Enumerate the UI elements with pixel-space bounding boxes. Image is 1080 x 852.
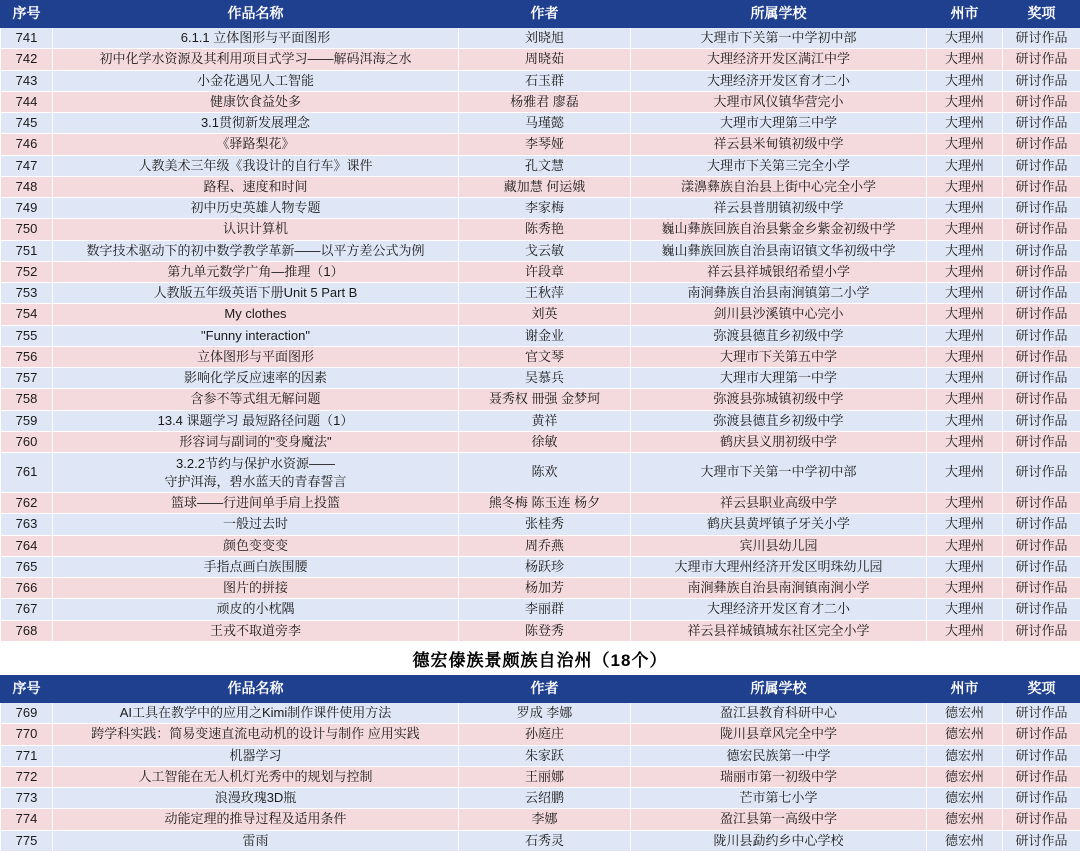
cell-school: 大理市大理第三中学 bbox=[631, 113, 927, 134]
cell-title: 数字技术驱动下的初中数学教学革新——以平方差公式为例 bbox=[53, 240, 459, 261]
cell-city: 大理州 bbox=[927, 240, 1003, 261]
cell-title: 3.1贯彻新发展理念 bbox=[53, 113, 459, 134]
cell-author: 吴慕兵 bbox=[459, 368, 631, 389]
cell-award: 研讨作品 bbox=[1003, 134, 1080, 155]
cell-city: 大理州 bbox=[927, 113, 1003, 134]
cell-seq: 772 bbox=[1, 766, 53, 787]
cell-seq: 771 bbox=[1, 745, 53, 766]
cell-city: 大理州 bbox=[927, 155, 1003, 176]
cell-city: 大理州 bbox=[927, 70, 1003, 91]
cell-title: 跨学科实践：简易变速直流电动机的设计与制作 应用实践 bbox=[53, 724, 459, 745]
table-row bbox=[1, 28, 1080, 49]
cell-award: 研讨作品 bbox=[1003, 556, 1080, 577]
column-header-award: 奖项 bbox=[1003, 1, 1080, 28]
cell-city: 德宏州 bbox=[927, 745, 1003, 766]
cell-author: 朱家跃 bbox=[459, 745, 631, 766]
cell-seq: 754 bbox=[1, 304, 53, 325]
cell-author: 陈登秀 bbox=[459, 620, 631, 641]
cell-seq: 765 bbox=[1, 556, 53, 577]
cell-award: 研讨作品 bbox=[1003, 453, 1080, 493]
cell-school: 宾川县幼儿园 bbox=[631, 535, 927, 556]
cell-seq: 744 bbox=[1, 91, 53, 112]
cell-title: 小金花遇见人工智能 bbox=[53, 70, 459, 91]
cell-city: 大理州 bbox=[927, 556, 1003, 577]
cell-author: 周乔燕 bbox=[459, 535, 631, 556]
table-row bbox=[1, 325, 1080, 346]
cell-seq: 759 bbox=[1, 410, 53, 431]
cell-author: 李琴娅 bbox=[459, 134, 631, 155]
cell-author: 藏加慧 何运娥 bbox=[459, 176, 631, 197]
cell-seq: 766 bbox=[1, 578, 53, 599]
cell-award: 研讨作品 bbox=[1003, 830, 1080, 851]
table-row bbox=[1, 453, 1080, 493]
table-row bbox=[1, 155, 1080, 176]
section-heading-row bbox=[0, 645, 1080, 675]
cell-school: 大理经济开发区满江中学 bbox=[631, 49, 927, 70]
cell-seq: 745 bbox=[1, 113, 53, 134]
cell-school: 巍山彝族回族自治县南诏镇文华初级中学 bbox=[631, 240, 927, 261]
cell-seq: 741 bbox=[1, 28, 53, 49]
cell-author: 官文琴 bbox=[459, 346, 631, 367]
cell-school: 弥渡县德苴乡初级中学 bbox=[631, 410, 927, 431]
cell-author: 云绍鹏 bbox=[459, 788, 631, 809]
table-row bbox=[1, 134, 1080, 155]
cell-seq: 767 bbox=[1, 599, 53, 620]
cell-title: 机器学习 bbox=[53, 745, 459, 766]
cell-city: 德宏州 bbox=[927, 788, 1003, 809]
cell-author: 王丽娜 bbox=[459, 766, 631, 787]
cell-title: 人工智能在无人机灯光秀中的规划与控制 bbox=[53, 766, 459, 787]
section-title: 德宏傣族景颇族自治州（18个） bbox=[0, 645, 1080, 675]
cell-title: 形容词与副词的"变身魔法" bbox=[53, 431, 459, 452]
table-row bbox=[1, 304, 1080, 325]
cell-award: 研讨作品 bbox=[1003, 703, 1080, 724]
table-row bbox=[1, 493, 1080, 514]
table-row bbox=[1, 113, 1080, 134]
cell-award: 研讨作品 bbox=[1003, 49, 1080, 70]
cell-school: 盈江县教育科研中心 bbox=[631, 703, 927, 724]
cell-award: 研讨作品 bbox=[1003, 219, 1080, 240]
cell-author: 聂秀权 冊强 金梦珂 bbox=[459, 389, 631, 410]
table-header-part1 bbox=[1, 1, 1080, 28]
cell-seq: 758 bbox=[1, 389, 53, 410]
cell-school: 芒市第七小学 bbox=[631, 788, 927, 809]
cell-award: 研讨作品 bbox=[1003, 91, 1080, 112]
table-row bbox=[1, 599, 1080, 620]
cell-city: 大理州 bbox=[927, 134, 1003, 155]
cell-award: 研讨作品 bbox=[1003, 578, 1080, 599]
cell-author: 徐敏 bbox=[459, 431, 631, 452]
table-row bbox=[1, 745, 1080, 766]
column-header-award: 奖项 bbox=[1003, 676, 1080, 703]
cell-city: 大理州 bbox=[927, 304, 1003, 325]
table-row bbox=[1, 346, 1080, 367]
cell-city: 大理州 bbox=[927, 389, 1003, 410]
table-row bbox=[1, 620, 1080, 641]
cell-title: My clothes bbox=[53, 304, 459, 325]
cell-title: 一般过去时 bbox=[53, 514, 459, 535]
table-row bbox=[1, 389, 1080, 410]
cell-seq: 742 bbox=[1, 49, 53, 70]
cell-award: 研讨作品 bbox=[1003, 724, 1080, 745]
cell-award: 研讨作品 bbox=[1003, 368, 1080, 389]
cell-school: 大理市下关第五中学 bbox=[631, 346, 927, 367]
cell-author: 石秀灵 bbox=[459, 830, 631, 851]
table-row bbox=[1, 198, 1080, 219]
table-row bbox=[1, 91, 1080, 112]
cell-title: 含参不等式组无解问题 bbox=[53, 389, 459, 410]
cell-award: 研讨作品 bbox=[1003, 493, 1080, 514]
table-row bbox=[1, 578, 1080, 599]
table-row bbox=[1, 724, 1080, 745]
cell-author: 李丽群 bbox=[459, 599, 631, 620]
cell-school: 大理市下关第一中学初中部 bbox=[631, 453, 927, 493]
cell-author: 孔文慧 bbox=[459, 155, 631, 176]
cell-award: 研讨作品 bbox=[1003, 283, 1080, 304]
header-row bbox=[1, 1, 1080, 28]
cell-title: 初中历史英雄人物专题 bbox=[53, 198, 459, 219]
cell-award: 研讨作品 bbox=[1003, 346, 1080, 367]
column-header-school: 所属学校 bbox=[631, 1, 927, 28]
column-header-title: 作品名称 bbox=[53, 1, 459, 28]
cell-seq: 769 bbox=[1, 703, 53, 724]
cell-school: 盈江县第一高级中学 bbox=[631, 809, 927, 830]
cell-city: 德宏州 bbox=[927, 766, 1003, 787]
table-row bbox=[1, 514, 1080, 535]
column-header-city: 州市 bbox=[927, 676, 1003, 703]
cell-school: 南涧彝族自治县南涧镇南涧小学 bbox=[631, 578, 927, 599]
cell-seq: 762 bbox=[1, 493, 53, 514]
table-row bbox=[1, 766, 1080, 787]
cell-city: 大理州 bbox=[927, 219, 1003, 240]
cell-award: 研讨作品 bbox=[1003, 745, 1080, 766]
cell-school: 弥渡县德苴乡初级中学 bbox=[631, 325, 927, 346]
cell-author: 李娜 bbox=[459, 809, 631, 830]
cell-school: 祥云县职业高级中学 bbox=[631, 493, 927, 514]
cell-title: 6.1.1 立体图形与平面图形 bbox=[53, 28, 459, 49]
table-row bbox=[1, 219, 1080, 240]
cell-title: 认识计算机 bbox=[53, 219, 459, 240]
cell-award: 研讨作品 bbox=[1003, 261, 1080, 282]
table-row bbox=[1, 809, 1080, 830]
cell-school: 祥云县米甸镇初级中学 bbox=[631, 134, 927, 155]
cell-title: 路程、速度和时间 bbox=[53, 176, 459, 197]
cell-title: 顽皮的小枕隅 bbox=[53, 599, 459, 620]
cell-seq: 757 bbox=[1, 368, 53, 389]
cell-award: 研讨作品 bbox=[1003, 431, 1080, 452]
cell-city: 大理州 bbox=[927, 325, 1003, 346]
cell-seq: 774 bbox=[1, 809, 53, 830]
cell-school: 巍山彝族回族自治县紫金乡紫金初级中学 bbox=[631, 219, 927, 240]
cell-city: 大理州 bbox=[927, 493, 1003, 514]
cell-school: 陇川县章风完全中学 bbox=[631, 724, 927, 745]
cell-author: 杨跃珍 bbox=[459, 556, 631, 577]
column-header-author: 作者 bbox=[459, 1, 631, 28]
cell-seq: 750 bbox=[1, 219, 53, 240]
cell-seq: 749 bbox=[1, 198, 53, 219]
cell-title: 13.4 课题学习 最短路径问题（1） bbox=[53, 410, 459, 431]
awards-table-part2 bbox=[0, 675, 1080, 852]
cell-title: 动能定理的推导过程及适用条件 bbox=[53, 809, 459, 830]
table-row bbox=[1, 283, 1080, 304]
cell-award: 研讨作品 bbox=[1003, 198, 1080, 219]
cell-title: 图片的拼接 bbox=[53, 578, 459, 599]
cell-seq: 755 bbox=[1, 325, 53, 346]
cell-author: 王秋萍 bbox=[459, 283, 631, 304]
cell-title: 健康饮食益处多 bbox=[53, 91, 459, 112]
cell-seq: 764 bbox=[1, 535, 53, 556]
cell-seq: 743 bbox=[1, 70, 53, 91]
cell-award: 研讨作品 bbox=[1003, 809, 1080, 830]
cell-author: 刘晓旭 bbox=[459, 28, 631, 49]
cell-seq: 752 bbox=[1, 261, 53, 282]
cell-school: 大理市下关第三完全小学 bbox=[631, 155, 927, 176]
table-row bbox=[1, 410, 1080, 431]
cell-city: 大理州 bbox=[927, 599, 1003, 620]
cell-school: 祥云县祥城银绍希望小学 bbox=[631, 261, 927, 282]
cell-city: 大理州 bbox=[927, 346, 1003, 367]
cell-title: 《驿路梨花》 bbox=[53, 134, 459, 155]
cell-school: 漾濞彝族自治县上街中心完全小学 bbox=[631, 176, 927, 197]
header-row bbox=[1, 676, 1080, 703]
cell-seq: 748 bbox=[1, 176, 53, 197]
column-header-title: 作品名称 bbox=[53, 676, 459, 703]
cell-city: 大理州 bbox=[927, 28, 1003, 49]
column-header-author: 作者 bbox=[459, 676, 631, 703]
cell-school: 大理市下关第一中学初中部 bbox=[631, 28, 927, 49]
cell-title: 立体图形与平面图形 bbox=[53, 346, 459, 367]
cell-author: 张桂秀 bbox=[459, 514, 631, 535]
cell-author: 谢金业 bbox=[459, 325, 631, 346]
cell-city: 大理州 bbox=[927, 91, 1003, 112]
cell-city: 大理州 bbox=[927, 431, 1003, 452]
cell-title: 人教版五年级英语下册Unit 5 Part B bbox=[53, 283, 459, 304]
cell-title: 影响化学反应速率的因素 bbox=[53, 368, 459, 389]
cell-title: 人教美术三年级《我设计的自行车》课件 bbox=[53, 155, 459, 176]
cell-award: 研讨作品 bbox=[1003, 28, 1080, 49]
cell-school: 祥云县祥城镇城东社区完全小学 bbox=[631, 620, 927, 641]
cell-city: 德宏州 bbox=[927, 703, 1003, 724]
cell-title: "Funny interaction" bbox=[53, 325, 459, 346]
cell-author: 陈欢 bbox=[459, 453, 631, 493]
cell-city: 大理州 bbox=[927, 49, 1003, 70]
cell-seq: 768 bbox=[1, 620, 53, 641]
cell-title: 第九单元数学广角—推理（1） bbox=[53, 261, 459, 282]
cell-title: 雷雨 bbox=[53, 830, 459, 851]
cell-author: 孙庭庄 bbox=[459, 724, 631, 745]
table-row bbox=[1, 176, 1080, 197]
table-row bbox=[1, 431, 1080, 452]
cell-award: 研讨作品 bbox=[1003, 240, 1080, 261]
cell-city: 大理州 bbox=[927, 368, 1003, 389]
table-row bbox=[1, 830, 1080, 851]
cell-city: 大理州 bbox=[927, 283, 1003, 304]
cell-author: 周晓茹 bbox=[459, 49, 631, 70]
cell-city: 大理州 bbox=[927, 514, 1003, 535]
cell-author: 陈秀艳 bbox=[459, 219, 631, 240]
cell-author: 熊冬梅 陈玉连 杨夕 bbox=[459, 493, 631, 514]
cell-seq: 760 bbox=[1, 431, 53, 452]
table-row bbox=[1, 49, 1080, 70]
table-row bbox=[1, 556, 1080, 577]
cell-title: 初中化学水资源及其利用项目式学习——解码洱海之水 bbox=[53, 49, 459, 70]
cell-title: 篮球——行进间单手肩上投篮 bbox=[53, 493, 459, 514]
cell-school: 弥渡县弥城镇初级中学 bbox=[631, 389, 927, 410]
cell-author: 杨加芳 bbox=[459, 578, 631, 599]
cell-seq: 775 bbox=[1, 830, 53, 851]
cell-author: 李家梅 bbox=[459, 198, 631, 219]
table-body-part2 bbox=[1, 703, 1080, 852]
cell-award: 研讨作品 bbox=[1003, 514, 1080, 535]
cell-award: 研讨作品 bbox=[1003, 155, 1080, 176]
cell-award: 研讨作品 bbox=[1003, 389, 1080, 410]
cell-school: 大理市大理州经济开发区明珠幼儿园 bbox=[631, 556, 927, 577]
cell-award: 研讨作品 bbox=[1003, 788, 1080, 809]
cell-city: 大理州 bbox=[927, 410, 1003, 431]
cell-school: 大理经济开发区育才二小 bbox=[631, 70, 927, 91]
cell-school: 祥云县普朋镇初级中学 bbox=[631, 198, 927, 219]
cell-city: 德宏州 bbox=[927, 809, 1003, 830]
cell-award: 研讨作品 bbox=[1003, 620, 1080, 641]
cell-city: 大理州 bbox=[927, 198, 1003, 219]
cell-award: 研讨作品 bbox=[1003, 766, 1080, 787]
cell-seq: 751 bbox=[1, 240, 53, 261]
cell-award: 研讨作品 bbox=[1003, 599, 1080, 620]
cell-city: 大理州 bbox=[927, 176, 1003, 197]
cell-title: 3.2.2节约与保护水资源—— 守护洱海，碧水蓝天的青春誓言 bbox=[53, 453, 459, 493]
cell-school: 南涧彝族自治县南涧镇第二小学 bbox=[631, 283, 927, 304]
cell-author: 黄祥 bbox=[459, 410, 631, 431]
column-header-school: 所属学校 bbox=[631, 676, 927, 703]
cell-title: 颜色变变变 bbox=[53, 535, 459, 556]
section-heading-table bbox=[0, 642, 1080, 675]
cell-seq: 753 bbox=[1, 283, 53, 304]
cell-seq: 761 bbox=[1, 453, 53, 493]
cell-title: 王戎不取道旁李 bbox=[53, 620, 459, 641]
table-row bbox=[1, 261, 1080, 282]
cell-city: 德宏州 bbox=[927, 830, 1003, 851]
cell-award: 研讨作品 bbox=[1003, 304, 1080, 325]
cell-seq: 770 bbox=[1, 724, 53, 745]
table-body-part1 bbox=[1, 28, 1080, 642]
cell-city: 大理州 bbox=[927, 261, 1003, 282]
cell-school: 鹤庆县黄坪镇子牙关小学 bbox=[631, 514, 927, 535]
cell-city: 德宏州 bbox=[927, 724, 1003, 745]
cell-author: 罗成 李娜 bbox=[459, 703, 631, 724]
table-row bbox=[1, 788, 1080, 809]
cell-author: 许段章 bbox=[459, 261, 631, 282]
column-header-seq: 序号 bbox=[1, 1, 53, 28]
cell-school: 大理市大理第一中学 bbox=[631, 368, 927, 389]
cell-award: 研讨作品 bbox=[1003, 70, 1080, 91]
cell-award: 研讨作品 bbox=[1003, 325, 1080, 346]
cell-school: 大理市风仪镇华营完小 bbox=[631, 91, 927, 112]
cell-award: 研讨作品 bbox=[1003, 176, 1080, 197]
cell-award: 研讨作品 bbox=[1003, 535, 1080, 556]
cell-award: 研讨作品 bbox=[1003, 410, 1080, 431]
cell-seq: 746 bbox=[1, 134, 53, 155]
cell-seq: 747 bbox=[1, 155, 53, 176]
cell-title: AI工具在教学中的应用之Kimi制作课件使用方法 bbox=[53, 703, 459, 724]
cell-author: 杨雅君 廖磊 bbox=[459, 91, 631, 112]
cell-author: 石玉群 bbox=[459, 70, 631, 91]
table-row bbox=[1, 240, 1080, 261]
column-header-city: 州市 bbox=[927, 1, 1003, 28]
cell-school: 瑞丽市第一初级中学 bbox=[631, 766, 927, 787]
table-row bbox=[1, 70, 1080, 91]
cell-author: 马瑾懿 bbox=[459, 113, 631, 134]
column-header-seq: 序号 bbox=[1, 676, 53, 703]
cell-city: 大理州 bbox=[927, 578, 1003, 599]
cell-title: 手指点画白族围腰 bbox=[53, 556, 459, 577]
cell-city: 大理州 bbox=[927, 453, 1003, 493]
table-row bbox=[1, 703, 1080, 724]
table-row bbox=[1, 368, 1080, 389]
cell-school: 鹤庆县义朋初级中学 bbox=[631, 431, 927, 452]
cell-author: 刘英 bbox=[459, 304, 631, 325]
cell-school: 大理经济开发区育才二小 bbox=[631, 599, 927, 620]
cell-seq: 756 bbox=[1, 346, 53, 367]
cell-city: 大理州 bbox=[927, 535, 1003, 556]
cell-seq: 763 bbox=[1, 514, 53, 535]
cell-school: 剑川县沙溪镇中心完小 bbox=[631, 304, 927, 325]
table-row bbox=[1, 535, 1080, 556]
cell-seq: 773 bbox=[1, 788, 53, 809]
cell-award: 研讨作品 bbox=[1003, 113, 1080, 134]
table-header-part2 bbox=[1, 676, 1080, 703]
cell-school: 德宏民族第一中学 bbox=[631, 745, 927, 766]
cell-city: 大理州 bbox=[927, 620, 1003, 641]
cell-school: 陇川县勐约乡中心学校 bbox=[631, 830, 927, 851]
cell-title: 浪漫玫瑰3D瓶 bbox=[53, 788, 459, 809]
cell-author: 戈云敏 bbox=[459, 240, 631, 261]
